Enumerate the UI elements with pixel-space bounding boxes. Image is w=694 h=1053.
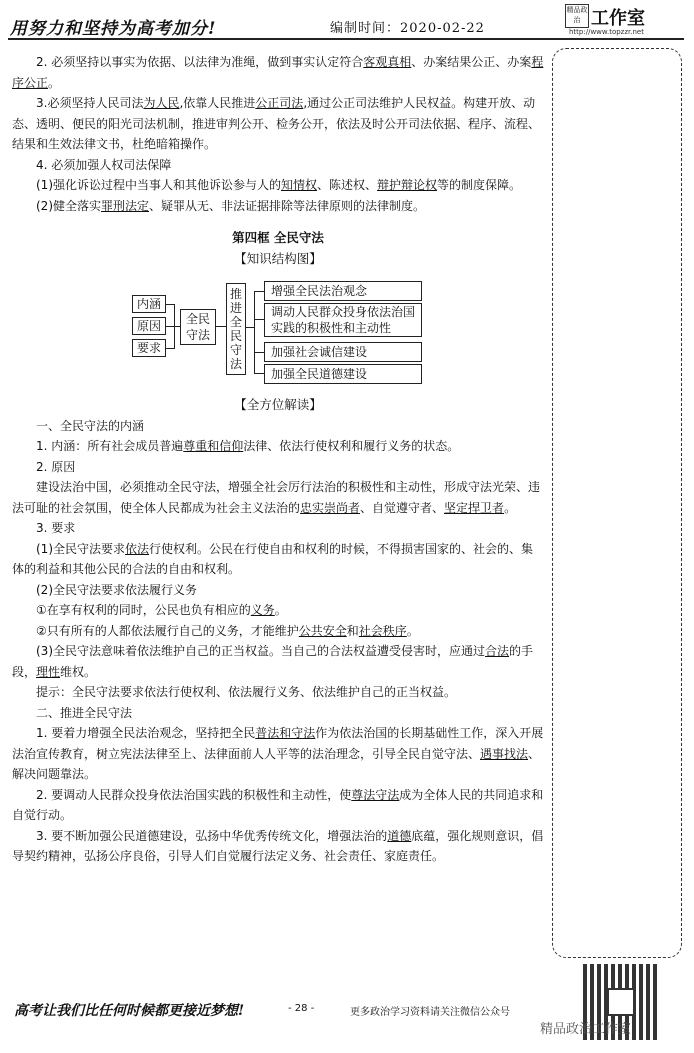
logo-name: 工作室 [591,8,645,29]
studio-logo [565,4,675,38]
logo-url: http://www.topzzr.net [569,28,644,36]
watermark: 精品政治工作室 [540,1022,632,1037]
logo-mark: 精品政治 [565,4,589,28]
para-litigation: (1)强化诉讼过程中当事人和其他诉讼参与人的知情权、陈述权、辩护辩论权等的制度保障。 [36,178,522,192]
para-exercise-rights: (1)全民守法要求依法行使权利。公民在行使自由和权利的时候，不得损害国家的、社会的、集体的利益和其他公民的合法的自由和权利。 [12,541,534,576]
diagram-connector [254,352,264,353]
page-header [0,0,694,40]
knowledge-structure-diagram [12,275,544,391]
para-fulfill-duties: (2)全民守法要求依法履行义务 [36,582,197,597]
header-slogan: 用努力和坚持为高考加分! [10,19,217,39]
diagram-connector [246,327,254,328]
para-facts: 2. 必须坚持以事实为依据、以法律为准绳，做到事实认定符合客观真相、办案结果公正、办案程序公正。 [12,55,544,90]
full-reading-title: 【全方位解读】 [234,397,322,412]
para-reason: 建设法治中国，必须推动全民守法，增强全社会厉行法治的积极性和主动性，形成守法光荣、违法可耻的社会氛围，使全体人民都成为社会主义法治的忠实崇尚者、自觉遵守者、坚定捍卫者。 [12,480,541,515]
diagram-node-promote: 推进全民守法 [226,283,246,375]
diagram-connector [216,326,226,327]
diagram-connector [254,373,264,374]
diagram-node-law-abiding: 全民守法 [180,309,216,345]
diagram-connector [254,291,264,292]
notes-sidebox [552,48,682,958]
para-legal-principles: (2)健全落实罪刑法定、疑罪从无、非法证据排除等法律原则的法律制度。 [36,198,426,213]
diagram-connector [254,319,264,320]
para-safeguard: (3)全民守法意味着依法维护自己的正当权益。当自己的合法权益遭受侵害时，应通过合法的手段，理性维权。 [12,644,534,679]
diagram-connector [254,291,255,373]
knowledge-map-title: 【知识结构图】 [234,250,322,266]
compile-date: 编制时间：2020-02-22 [330,21,485,36]
heading-promote: 二、推进全民守法 [36,705,133,720]
para-duty-1: ①在享有权利的同时，公民也负有相应的义务。 [36,603,287,617]
diagram-node-reason: 原因 [132,317,166,335]
heading-connotation: 一、全民守法的内涵 [36,418,145,433]
diagram-node-requirement: 要求 [132,339,166,357]
para-tip: 提示：全民守法要求依法行使权利、依法履行义务、依法维护自己的正当权益。 [36,685,457,699]
diagram-node-integrity: 加强社会诚信建设 [264,342,422,362]
main-content [12,52,544,867]
heading-requirement: 3. 要求 [36,521,76,535]
footer-promo: 更多政治学习资料请关注微信公众号 [350,1007,510,1018]
page-number: - 28 - [288,1003,315,1014]
diagram-node-mobilize: 调动人民群众投身依法治国实践的积极性和主动性 [264,303,422,337]
para-people: 3.必须坚持人民司法为人民,依靠人民推进公正司法,通过公正司法维护人民权益。构建开放、动态、透明、便民的阳光司法机制，推进审判公开、检务公开，依法及时公开司法依据、程序、流程、结果和生效法律文书，杜绝暗箱操作。 [12,96,541,151]
page-footer [0,990,694,1050]
para-human-rights: 4. 必须加强人权司法保障 [36,157,172,172]
section-title: 第四框 全民守法 [232,230,324,245]
para-connotation: 1. 内涵：所有社会成员普遍尊重和信仰法律、依法行使权利和履行义务的状态。 [36,439,460,453]
header-rule [8,38,684,40]
diagram-connector [166,304,174,305]
para-duty-2: ②只有所有的人都依法履行自己的义务，才能维护公共安全和社会秩序。 [36,623,419,638]
footer-slogan: 高考让我们比任何时候都更接近梦想! [14,1003,245,1019]
para-promote-1: 1. 要着力增强全民法治观念，坚持把全民普法和守法作为依法治国的长期基础性工作，深入开展法治宣传教育，树立宪法法律至上、法律面前人人平等的法治理念，引导全民自觉守法、遇事找法、解决问题靠法。 [12,726,544,781]
diagram-node-morality: 加强全民道德建设 [264,364,422,384]
para-promote-3: 3. 要不断加强公民道德建设，弘扬中华优秀传统文化，增强法治的道德底蕴，强化规则意识，倡导契约精神，弘扬公序良俗，引导人们自觉履行法定义务、社会责任、家庭责任。 [12,828,544,863]
diagram-node-connotation: 内涵 [132,295,166,313]
diagram-node-awareness: 增强全民法治观念 [264,281,422,301]
heading-reason: 2. 原因 [36,459,76,474]
diagram-connector [166,348,174,349]
diagram-connector [166,326,174,327]
para-promote-2: 2. 要调动人民群众投身依法治国实践的积极性和主动性，使尊法守法成为全体人民的共同追求和自觉行动。 [12,787,544,822]
